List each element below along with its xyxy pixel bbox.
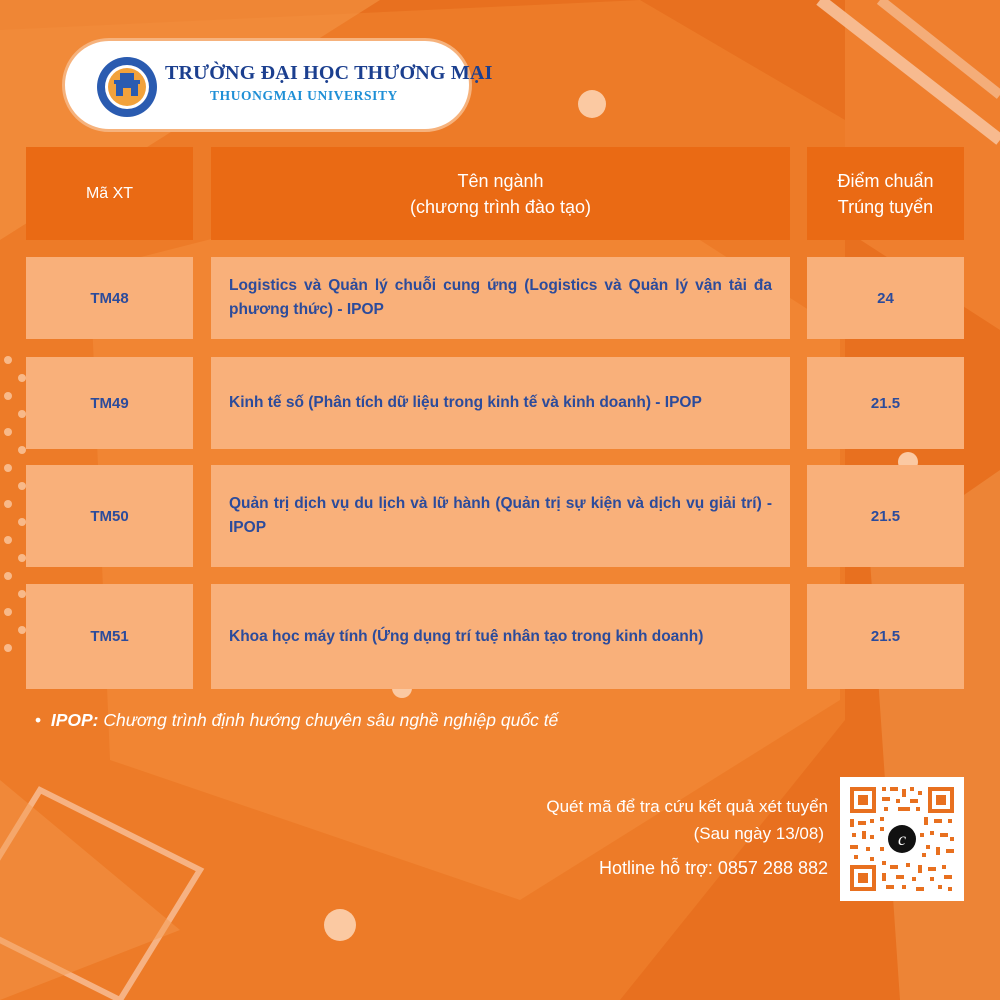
table-row-code: TM50 [26, 465, 193, 567]
qr-code-icon [840, 777, 964, 901]
header-code: Mã XT [26, 147, 193, 240]
table-row-name: Kinh tế số (Phân tích dữ liệu trong kinh tế và kinh doanh) - IPOP [211, 357, 790, 449]
footnote-text: Chương trình định hướng chuyên sâu nghề nghiệp quốc tế [98, 710, 559, 730]
table-row-code: TM48 [26, 257, 193, 339]
university-name-english: THUONGMAI UNIVERSITY [210, 88, 398, 103]
header-program-name-line2: (chương trình đào tạo) [410, 196, 591, 217]
cta-line1: Quét mã để tra cứu kết quả xét tuyển [546, 797, 828, 816]
header-program-name [211, 147, 790, 240]
hotline: Hotline hỗ trợ: 0857 288 882 [599, 858, 828, 878]
table-row-name: Khoa học máy tính (Ứng dụng trí tuệ nhân tạo trong kinh doanh) [211, 584, 790, 689]
table-row-name: Logistics và Quản lý chuỗi cung ứng (Logistics và Quản lý vận tải đa phương thức) - IPOP [211, 257, 790, 339]
university-emblem-icon [96, 56, 158, 118]
qr-code[interactable] [840, 777, 964, 901]
table-row-score: 21.5 [807, 357, 964, 449]
table-row-score: 24 [807, 257, 964, 339]
cta-line2: (Sau ngày 13/08) [693, 824, 824, 843]
table-row-code: TM49 [26, 357, 193, 449]
header-program-name-line1: Tên ngành [457, 170, 544, 191]
qr-center-letter: c [898, 829, 906, 849]
header-score-line1: Điểm chuẩn [837, 170, 934, 191]
footnote [35, 710, 558, 731]
header-score [807, 147, 964, 240]
bullet-icon: • [35, 710, 51, 730]
table-row-code: TM51 [26, 584, 193, 689]
footnote-term: IPOP: [50, 710, 99, 730]
header-score-line2: Trúng tuyển [837, 196, 934, 217]
table-row-name: Quản trị dịch vụ du lịch và lữ hành (Quản trị sự kiện và dịch vụ giải trí) - IPOP [211, 465, 790, 567]
table-row-score: 21.5 [807, 584, 964, 689]
table-row-score: 21.5 [807, 465, 964, 567]
university-name: TRƯỜNG ĐẠI HỌC THƯƠNG MẠI [165, 62, 493, 84]
